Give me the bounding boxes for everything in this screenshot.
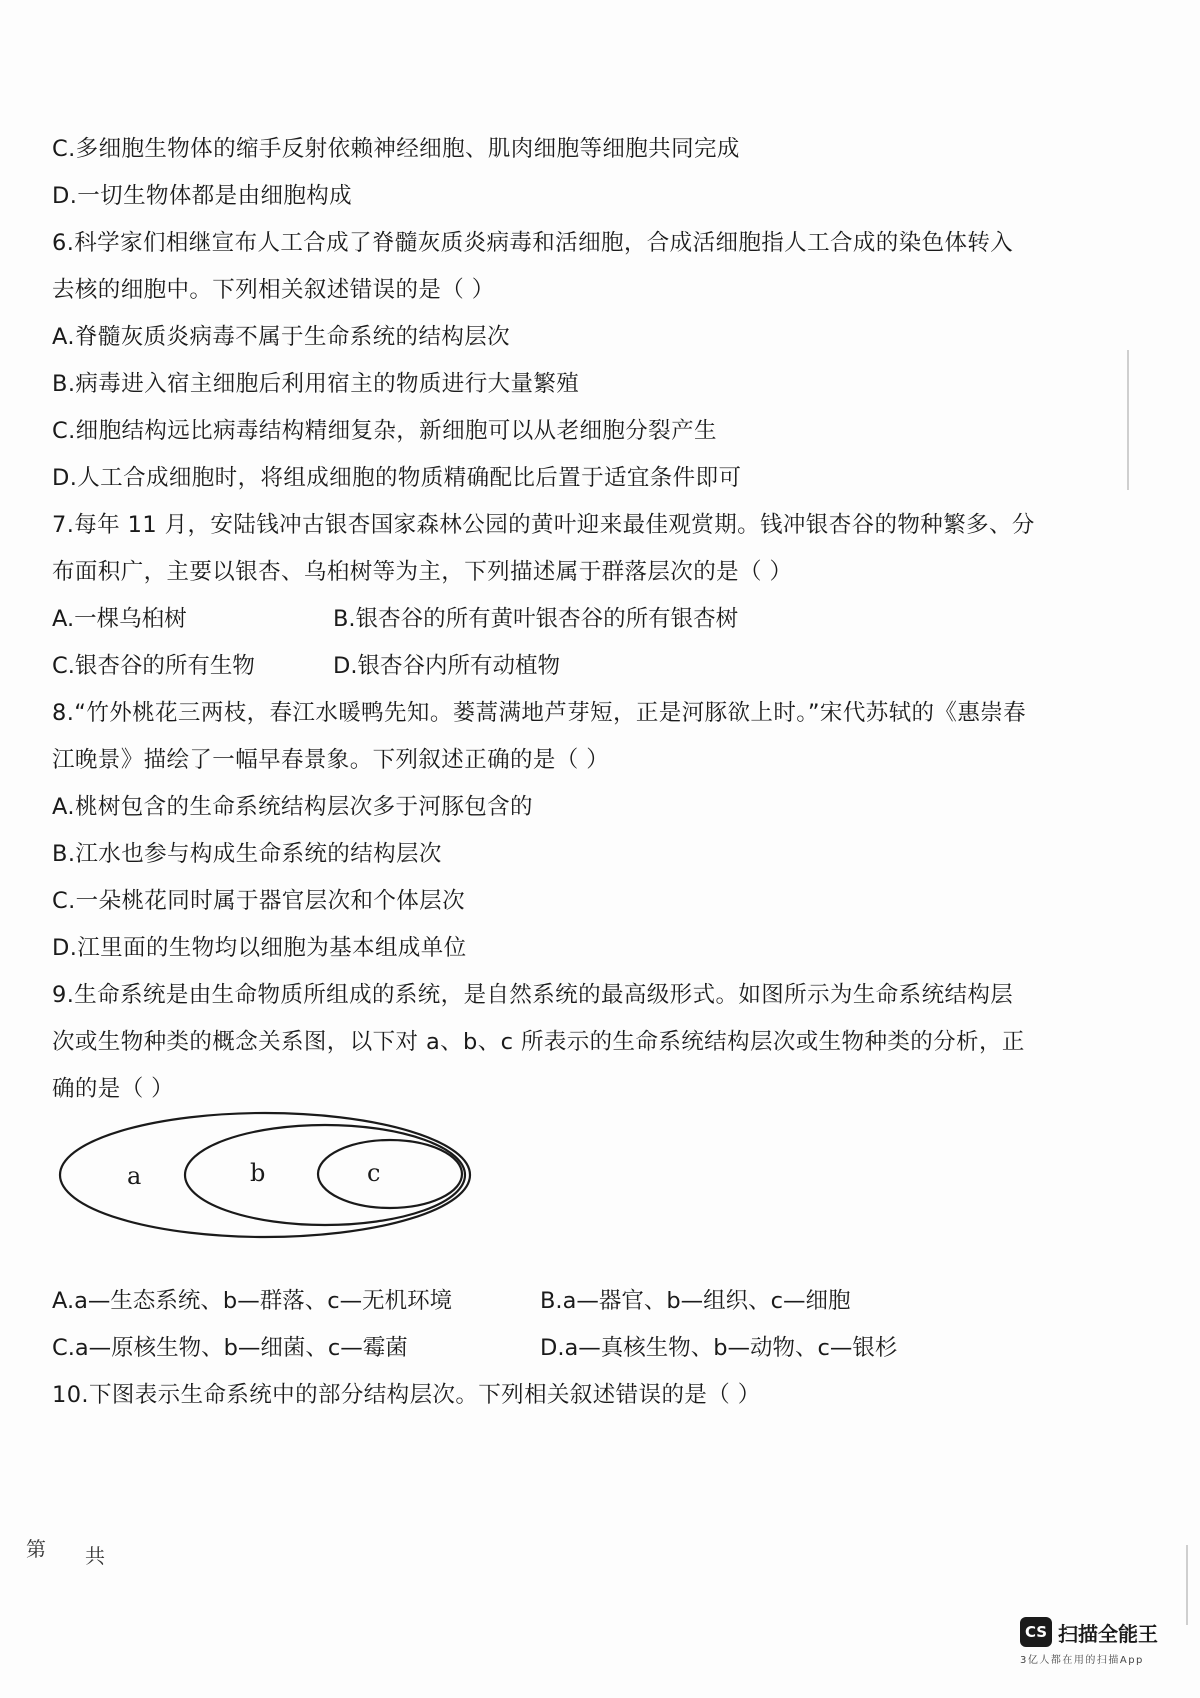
label-c: c bbox=[367, 1159, 381, 1187]
text-line-q6-stem-2: 去核的细胞中。下列相关叙述错误的是（ ） bbox=[52, 277, 495, 303]
ellipse-c bbox=[318, 1140, 462, 1208]
text-line-q6-b: B.病毒进入宿主细胞后利用宿主的物质进行大量繁殖 bbox=[52, 371, 580, 397]
text-line-q8-d: D.江里面的生物均以细胞为基本组成单位 bbox=[52, 935, 467, 961]
text-line-q8-b: B.江水也参与构成生命系统的结构层次 bbox=[52, 841, 442, 867]
text-line-q7-stem-1: 7.每年 11 月，安陆钱冲古银杏国家森林公园的黄叶迎来最佳观赏期。钱冲银杏谷的物种繁多、分 bbox=[52, 512, 1035, 538]
watermark-app-name: 扫描全能王 bbox=[1058, 1621, 1158, 1646]
ellipse-b bbox=[185, 1125, 465, 1225]
option-q7-d: D.银杏谷内所有动植物 bbox=[333, 653, 560, 679]
option-q9-d: D.a—真核生物、b—动物、c—银杉 bbox=[540, 1335, 898, 1361]
watermark-tagline: 3亿人都在用的扫描App bbox=[1020, 1655, 1144, 1666]
text-line-q9-stem-3: 确的是（ ） bbox=[52, 1076, 175, 1102]
label-b: b bbox=[250, 1159, 266, 1187]
concept-diagram bbox=[55, 1108, 475, 1247]
label-a: a bbox=[127, 1162, 142, 1190]
camscanner-logo-icon: CS bbox=[1020, 1617, 1052, 1647]
nested-ellipses bbox=[55, 1108, 475, 1243]
text-line-q8-c: C.一朵桃花同时属于器官层次和个体层次 bbox=[52, 888, 465, 914]
text-line-q8-stem-1: 8.“竹外桃花三两枝，春江水暖鸭先知。蒌蒿满地芦芽短，正是河豚欲上时。”宋代苏轼的《惠崇春 bbox=[52, 700, 1027, 726]
text-line-q9-stem-1: 9.生命系统是由生命物质所组成的系统，是自然系统的最高级形式。如图所示为生命系统结构层 bbox=[52, 982, 1014, 1008]
option-q7-b: B.银杏谷的所有黄叶银杏谷的所有银杏树 bbox=[333, 606, 739, 632]
text-line-q6-a: A.脊髓灰质炎病毒不属于生命系统的结构层次 bbox=[52, 324, 511, 350]
page-number-fragment: 第 bbox=[26, 1537, 46, 1561]
scan-edge-line bbox=[1186, 1545, 1188, 1625]
text-line-q6-c: C.细胞结构远比病毒结构精细复杂，新细胞可以从老细胞分裂产生 bbox=[52, 418, 717, 444]
page-total-fragment: 共 bbox=[85, 1544, 105, 1568]
text-line-q9-stem-2: 次或生物种类的概念关系图，以下对 a、b、c 所表示的生命系统结构层次或生物种类的分析，正 bbox=[52, 1029, 1025, 1055]
text-line-q7-stem-2: 布面积广，主要以银杏、乌桕树等为主，下列描述属于群落层次的是（ ） bbox=[52, 559, 793, 585]
option-q7-a: A.一棵乌桕树 bbox=[52, 606, 187, 632]
option-q9-b: B.a—器官、b—组织、c—细胞 bbox=[540, 1288, 851, 1314]
option-q9-c: C.a—原核生物、b—细菌、c—霉菌 bbox=[52, 1335, 408, 1361]
text-line-q8-a: A.桃树包含的生命系统结构层次多于河豚包含的 bbox=[52, 794, 533, 820]
scan-edge-line bbox=[1127, 350, 1129, 490]
option-q9-a: A.a—生态系统、b—群落、c—无机环境 bbox=[52, 1288, 453, 1314]
text-line-q6-d: D.人工合成细胞时，将组成细胞的物质精确配比后置于适宜条件即可 bbox=[52, 465, 742, 491]
text-line-q10-stem: 10.下图表示生命系统中的部分结构层次。下列相关叙述错误的是（ ） bbox=[52, 1382, 761, 1408]
text-line-q5-d: D.一切生物体都是由细胞构成 bbox=[52, 183, 353, 209]
option-q7-c: C.银杏谷的所有生物 bbox=[52, 653, 255, 679]
text-line-q8-stem-2: 江晚景》描绘了一幅早春景象。下列叙述正确的是（ ） bbox=[52, 747, 610, 773]
text-line-q5-c: C.多细胞生物体的缩手反射依赖神经细胞、肌肉细胞等细胞共同完成 bbox=[52, 136, 740, 162]
text-line-q6-stem-1: 6.科学家们相继宣布人工合成了脊髓灰质炎病毒和活细胞，合成活细胞指人工合成的染色体转入 bbox=[52, 230, 1014, 256]
scanner-watermark bbox=[1020, 1617, 1170, 1666]
